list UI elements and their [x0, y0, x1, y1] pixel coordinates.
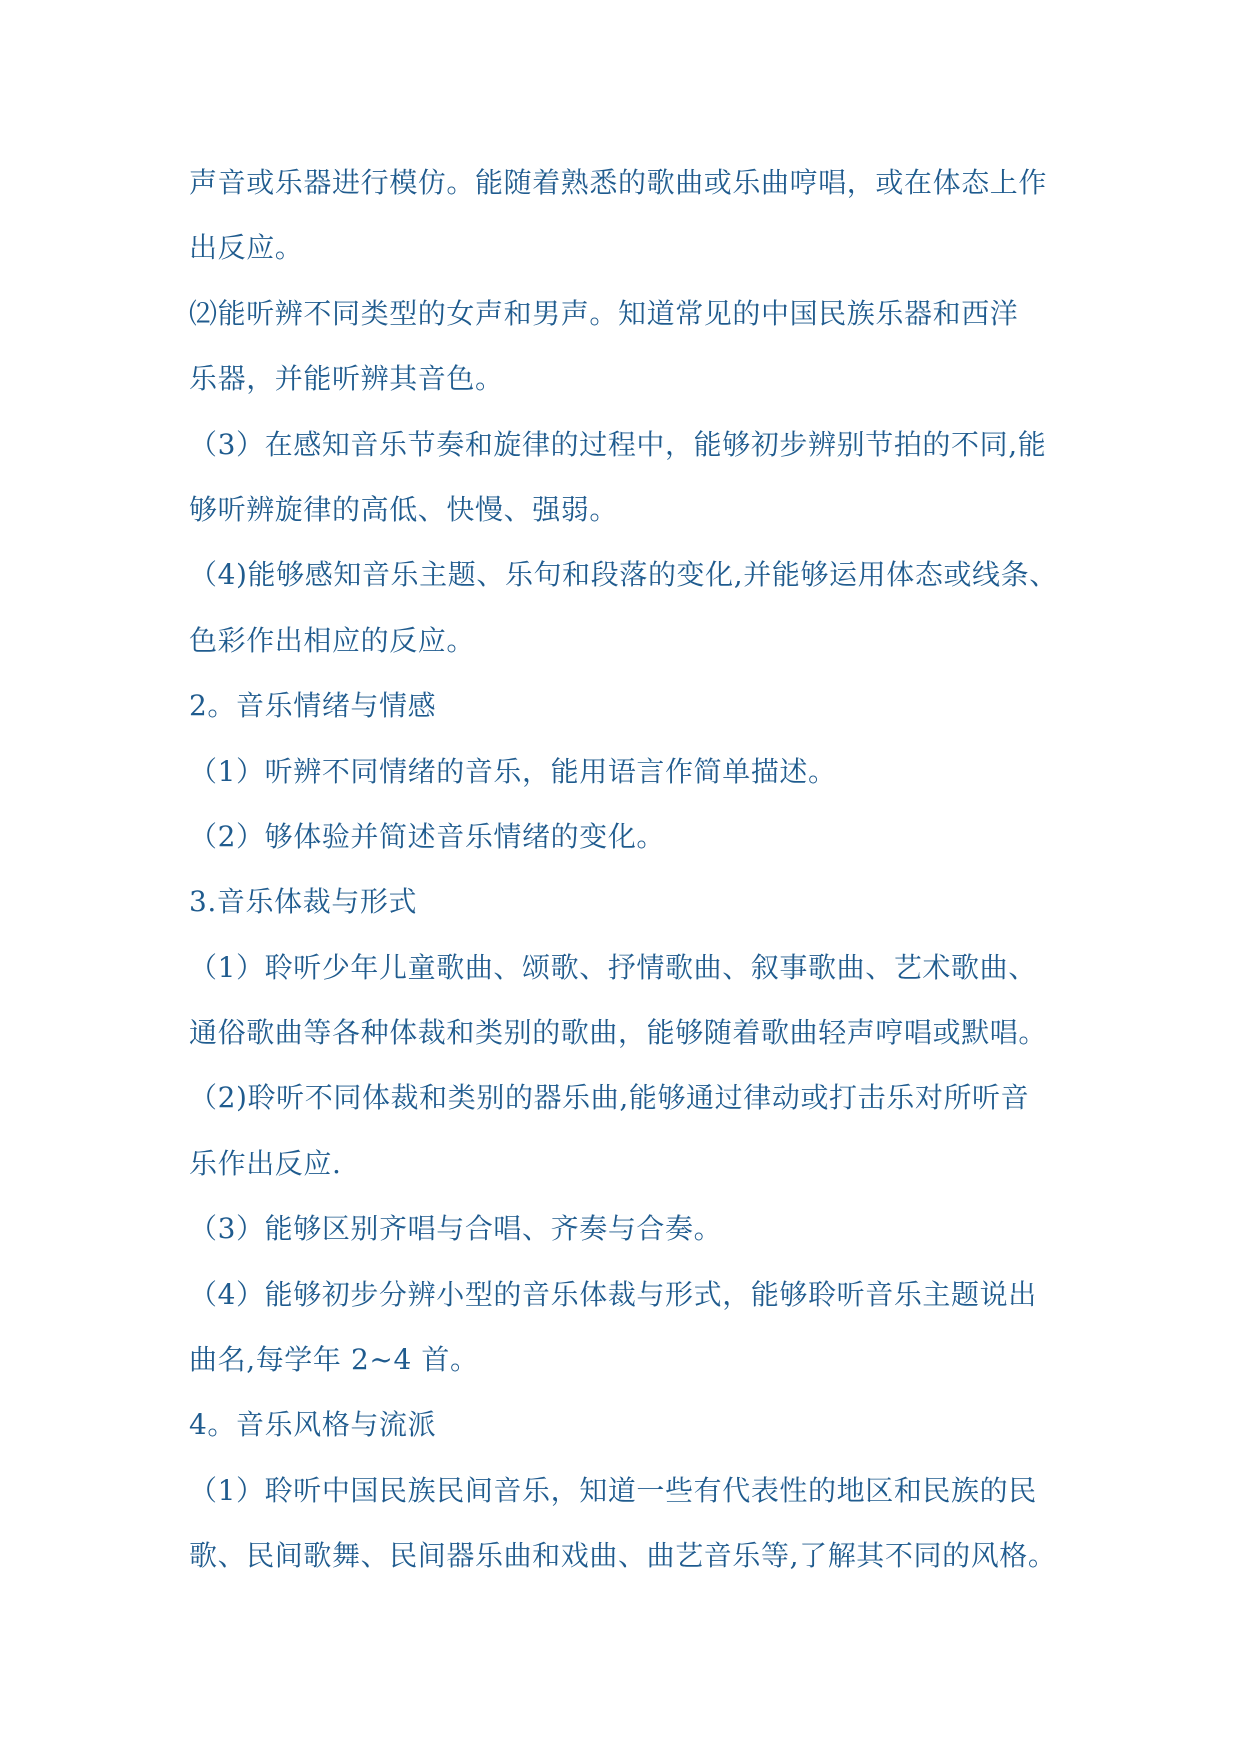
text-line: 够听辨旋律的高低、快慢、强弱。 — [189, 492, 619, 526]
text-line: （4）能够初步分辨小型的音乐体裁与形式，能够聆听音乐主题说出 — [189, 1277, 1037, 1311]
section-heading: 4。音乐风格与流派 — [189, 1408, 437, 1442]
text-line: 通俗歌曲等各种体裁和类别的歌曲，能够随着歌曲轻声哼唱或默唱。 — [189, 1016, 1048, 1050]
text-line: 歌、民间歌舞、民间器乐曲和戏曲、曲艺音乐等,了解其不同的风格。 — [189, 1539, 1057, 1573]
text-line: （2）够体验并简述音乐情绪的变化。 — [189, 819, 666, 853]
text-line: （1）听辨不同情绪的音乐，能用语言作简单描述。 — [189, 754, 837, 788]
text-line: （3）能够区别齐唱与合唱、齐奏与合奏。 — [189, 1212, 723, 1246]
text-line: 乐作出反应. — [189, 1146, 342, 1180]
text-line: 声音或乐器进行模仿。能随着熟悉的歌曲或乐曲哼唱，或在体态上作 — [189, 166, 1048, 199]
text-line: （1）聆听少年儿童歌曲、颂歌、抒情歌曲、叙事歌曲、艺术歌曲、 — [189, 950, 1037, 984]
text-line: 曲名,每学年 2~4 首。 — [189, 1343, 479, 1377]
text-line: （4)能够感知音乐主题、乐句和段落的变化,并能够运用体态或线条、 — [189, 558, 1058, 592]
text-line: （1）聆听中国民族民间音乐，知道一些有代表性的地区和民族的民 — [189, 1473, 1037, 1507]
body-text — [189, 150, 1089, 1589]
text-line: 出反应。 — [189, 231, 304, 265]
text-line: 乐器，并能听辨其音色。 — [189, 362, 504, 396]
section-heading: 3.音乐体裁与形式 — [189, 885, 418, 919]
text-line: （2)聆听不同体裁和类别的器乐曲,能够通过律动或打击乐对所听音 — [189, 1081, 1030, 1115]
text-line: （3）在感知音乐节奏和旋律的过程中，能够初步辨别节拍的不同,能 — [189, 427, 1047, 461]
section-heading: 2。音乐情绪与情感 — [189, 689, 437, 723]
text-line: 色彩作出相应的反应。 — [189, 623, 476, 657]
text-line: ⑵能听辨不同类型的女声和男声。知道常见的中国民族乐器和西洋 — [189, 296, 1019, 330]
